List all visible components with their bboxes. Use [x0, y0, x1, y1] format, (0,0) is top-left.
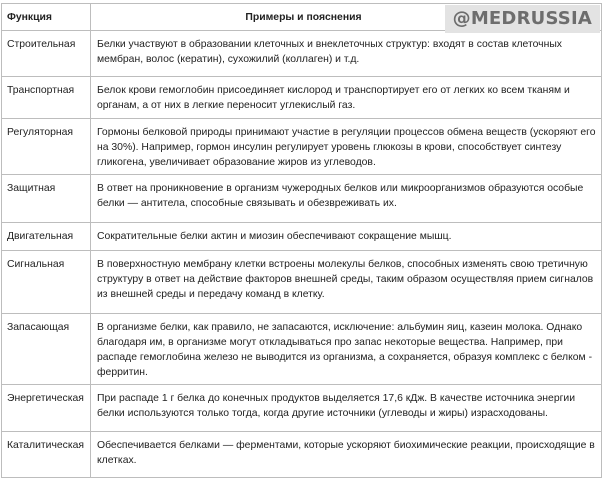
table-row [2, 31, 602, 77]
function-name: Запасающая [2, 314, 91, 385]
function-description: В ответ на проникновение в организм чужеродных белков или микроорганизмов образуются особые белки — антитела, способные связывать и обезвреживать их. [91, 175, 602, 223]
function-description: Гормоны белковой природы принимают участие в регуляции процессов обмена веществ (ускоряют его на 30%). Например, гормон инсулин регулирует уровень глюкозы в крови, способствует синтезу гликогена, увеличивает образование жиров из углеводов. [91, 119, 602, 175]
function-name: Двигательная [2, 223, 91, 251]
function-description: В поверхностную мембрану клетки встроены молекулы белков, способных изменять свою третичную структуру в ответ на действие факторов внешней среды, таким образом осуществляя прием сигналов из внешней среды и передачу команд в клетку. [91, 251, 602, 314]
table-row [2, 385, 602, 432]
function-description: Сократительные белки актин и миозин обеспечивают сокращение мышц. [91, 223, 602, 251]
table-row [2, 223, 602, 251]
protein-functions-table [1, 3, 602, 478]
table-row [2, 175, 602, 223]
function-description: При распаде 1 г белка до конечных продуктов выделяется 17,6 кДж. В качестве источника энергии белки используются только тогда, когда другие источники (углеводы и жиры) израсходованы. [91, 385, 602, 432]
function-name: Строительная [2, 31, 91, 77]
function-description: Белки участвуют в образовании клеточных и внеклеточных структур: входят в состав клеточных мембран, волос (кератин), сухожилий (коллаген) и т.д. [91, 31, 602, 77]
function-name: Регуляторная [2, 119, 91, 175]
table-row [2, 77, 602, 119]
table-row [2, 432, 602, 478]
function-description: Белок крови гемоглобин присоединяет кислород и транспортирует его от легких ко всем тканям и органам, а от них в легкие переносит углекислый газ. [91, 77, 602, 119]
table-row [2, 119, 602, 175]
table-row [2, 251, 602, 314]
function-name: Защитная [2, 175, 91, 223]
function-description: Обеспечивается белками — ферментами, которые ускоряют биохимические реакции, происходящие в клетках. [91, 432, 602, 478]
function-name: Сигнальная [2, 251, 91, 314]
function-name: Каталитическая [2, 432, 91, 478]
table-row [2, 314, 602, 385]
watermark-logo: @MEDRUSSIA [445, 5, 600, 33]
function-name: Транспортная [2, 77, 91, 119]
function-name: Энергетическая [2, 385, 91, 432]
header-examples: Примеры и пояснения [91, 4, 602, 31]
header-function: Функция [2, 4, 91, 31]
function-description: В организме белки, как правило, не запасаются, исключение: альбумин яиц, казеин молока. Однако благодаря им, в организме могут откладываться про запас некоторые вещества. Например, при распаде гемоглобина железо не выводится из организма, а сохраняется, образуя комплекс с белком - ферритин. [91, 314, 602, 385]
